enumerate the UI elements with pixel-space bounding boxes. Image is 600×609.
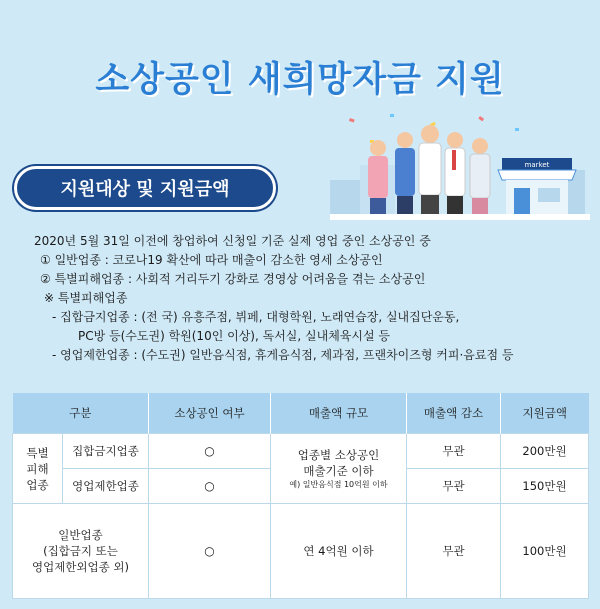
- type-cell: 집합금지업종: [63, 434, 149, 469]
- small-biz-cell: ○: [149, 434, 271, 469]
- person-4: [445, 132, 465, 214]
- eligibility-intro: 2020년 5월 31일 이전에 창업하여 신청일 기준 실제 영업 중인 소상공인 중: [34, 234, 431, 248]
- header-category: 구분: [13, 393, 149, 434]
- market-stall-icon: [498, 158, 576, 214]
- decline-cell: 무관: [407, 504, 501, 599]
- header-sales-size: 매출액 규모: [271, 393, 407, 434]
- note-title: ※ 특별피해업종: [44, 291, 128, 305]
- small-biz-cell: ○: [149, 469, 271, 504]
- amount-cell: 150만원: [501, 469, 589, 504]
- market-people-illustration: [330, 110, 590, 220]
- general-type-cell: 일반업종 (집합금지 또는 영업제한외업종 외): [13, 504, 149, 599]
- eligibility-text: [34, 232, 594, 365]
- note-line-prohibited-cont: PC방 등(수도권) 학원(10인 이상), 독서실, 실내체육시설 등: [78, 329, 390, 343]
- person-2: [395, 132, 415, 214]
- special-group-cell: 특별 피해 업종: [13, 434, 63, 504]
- header-small-biz: 소상공인 여부: [149, 393, 271, 434]
- decline-cell: 무관: [407, 434, 501, 469]
- eligibility-item-general: ① 일반업종 : 코로나19 확산에 따라 매출이 감소한 영세 소상공인: [40, 253, 383, 267]
- type-cell: 영업제한업종: [63, 469, 149, 504]
- table-row: [13, 434, 589, 469]
- section-label-bar: 지원대상 및 지원금액: [14, 166, 276, 210]
- special-sales-cell: 업종별 소상공인 매출기준 이하 예) 일반음식점 10억원 이하: [271, 434, 407, 504]
- support-amount-table: [12, 393, 589, 599]
- sales-cell: 연 4억원 이하: [271, 504, 407, 599]
- person-5: [470, 138, 490, 214]
- amount-cell: 200만원: [501, 434, 589, 469]
- header-sales-decline: 매출액 감소: [407, 393, 501, 434]
- decline-cell: 무관: [407, 469, 501, 504]
- page-title: 소상공인 새희망자금 지원: [95, 60, 505, 100]
- table-row: [13, 504, 589, 599]
- eligibility-item-special: ② 특별피해업종 : 사회적 거리두기 강화로 경영상 어려움을 겪는 소상공인: [40, 272, 426, 286]
- small-biz-cell: ○: [149, 504, 271, 599]
- svg-text:market: market: [524, 161, 550, 169]
- note-line-prohibited: - 집합금지업종 : (전 국) 유흥주점, 뷔페, 대형학원, 노래연습장, 실내집단운동,: [52, 310, 460, 324]
- person-3: [419, 125, 441, 214]
- person-1: [368, 140, 388, 214]
- header-amount: 지원금액: [501, 393, 589, 434]
- note-line-restricted: - 영업제한업종 : (수도권) 일반음식점, 휴게음식점, 제과점, 프랜차이즈형 커피·음료점 등: [52, 348, 514, 362]
- amount-cell: 100만원: [501, 504, 589, 599]
